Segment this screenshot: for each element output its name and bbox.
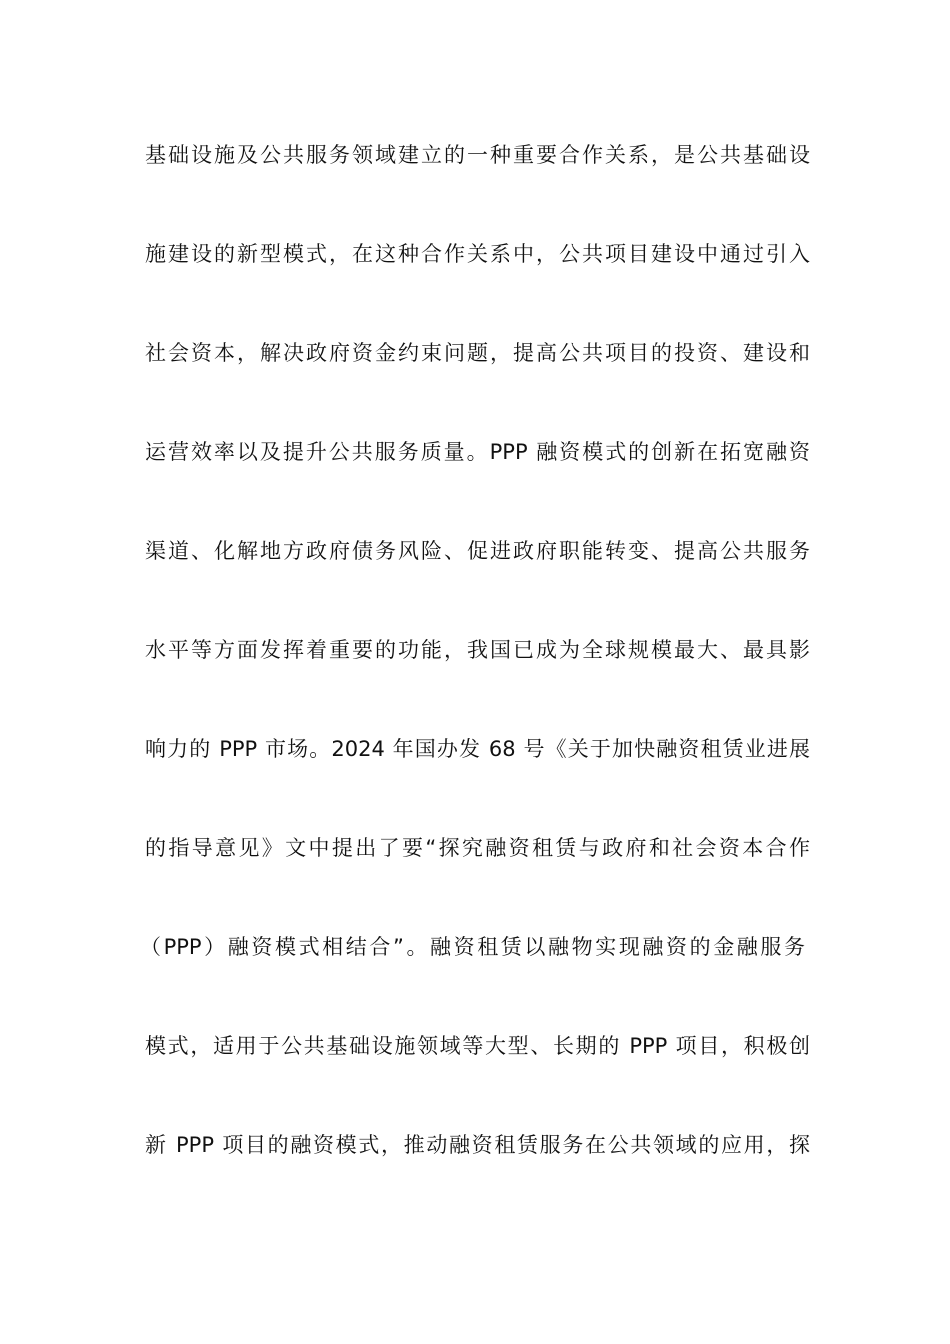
paragraph-line: 运营效率以及提升公共服务质量。PPP 融资模式的创新在拓宽融资 [145,440,810,464]
paragraph-line: 渠道、化解地方政府债务风险、促进政府职能转变、提高公共服务 [145,539,810,563]
paragraph-line: 新 PPP 项目的融资模式，推动融资租赁服务在公共领域的应用，探 [145,1133,810,1157]
paragraph-line: 响力的 PPP 市场。2024 年国办发 68 号《关于加快融资租赁业进展 [145,737,810,761]
paragraph-line: 施建设的新型模式，在这种合作关系中，公共项目建设中通过引入 [145,242,810,266]
paragraph-line: （PPP）融资模式相结合”。融资租赁以融物实现融资的金融服务 [140,935,805,959]
paragraph-line: 水平等方面发挥着重要的功能，我国已成为全球规模最大、最具影 [145,638,810,662]
paragraph-line: 基础设施及公共服务领域建立的一种重要合作关系，是公共基础设 [145,143,810,167]
paragraph-line: 模式，适用于公共基础设施领域等大型、长期的 PPP 项目，积极创 [145,1034,810,1058]
paragraph-line: 社会资本，解决政府资金约束问题，提高公共项目的投资、建设和 [145,341,810,365]
paragraph-line: 的指导意见》文中提出了要“探究融资租赁与政府和社会资本合作 [145,836,810,860]
